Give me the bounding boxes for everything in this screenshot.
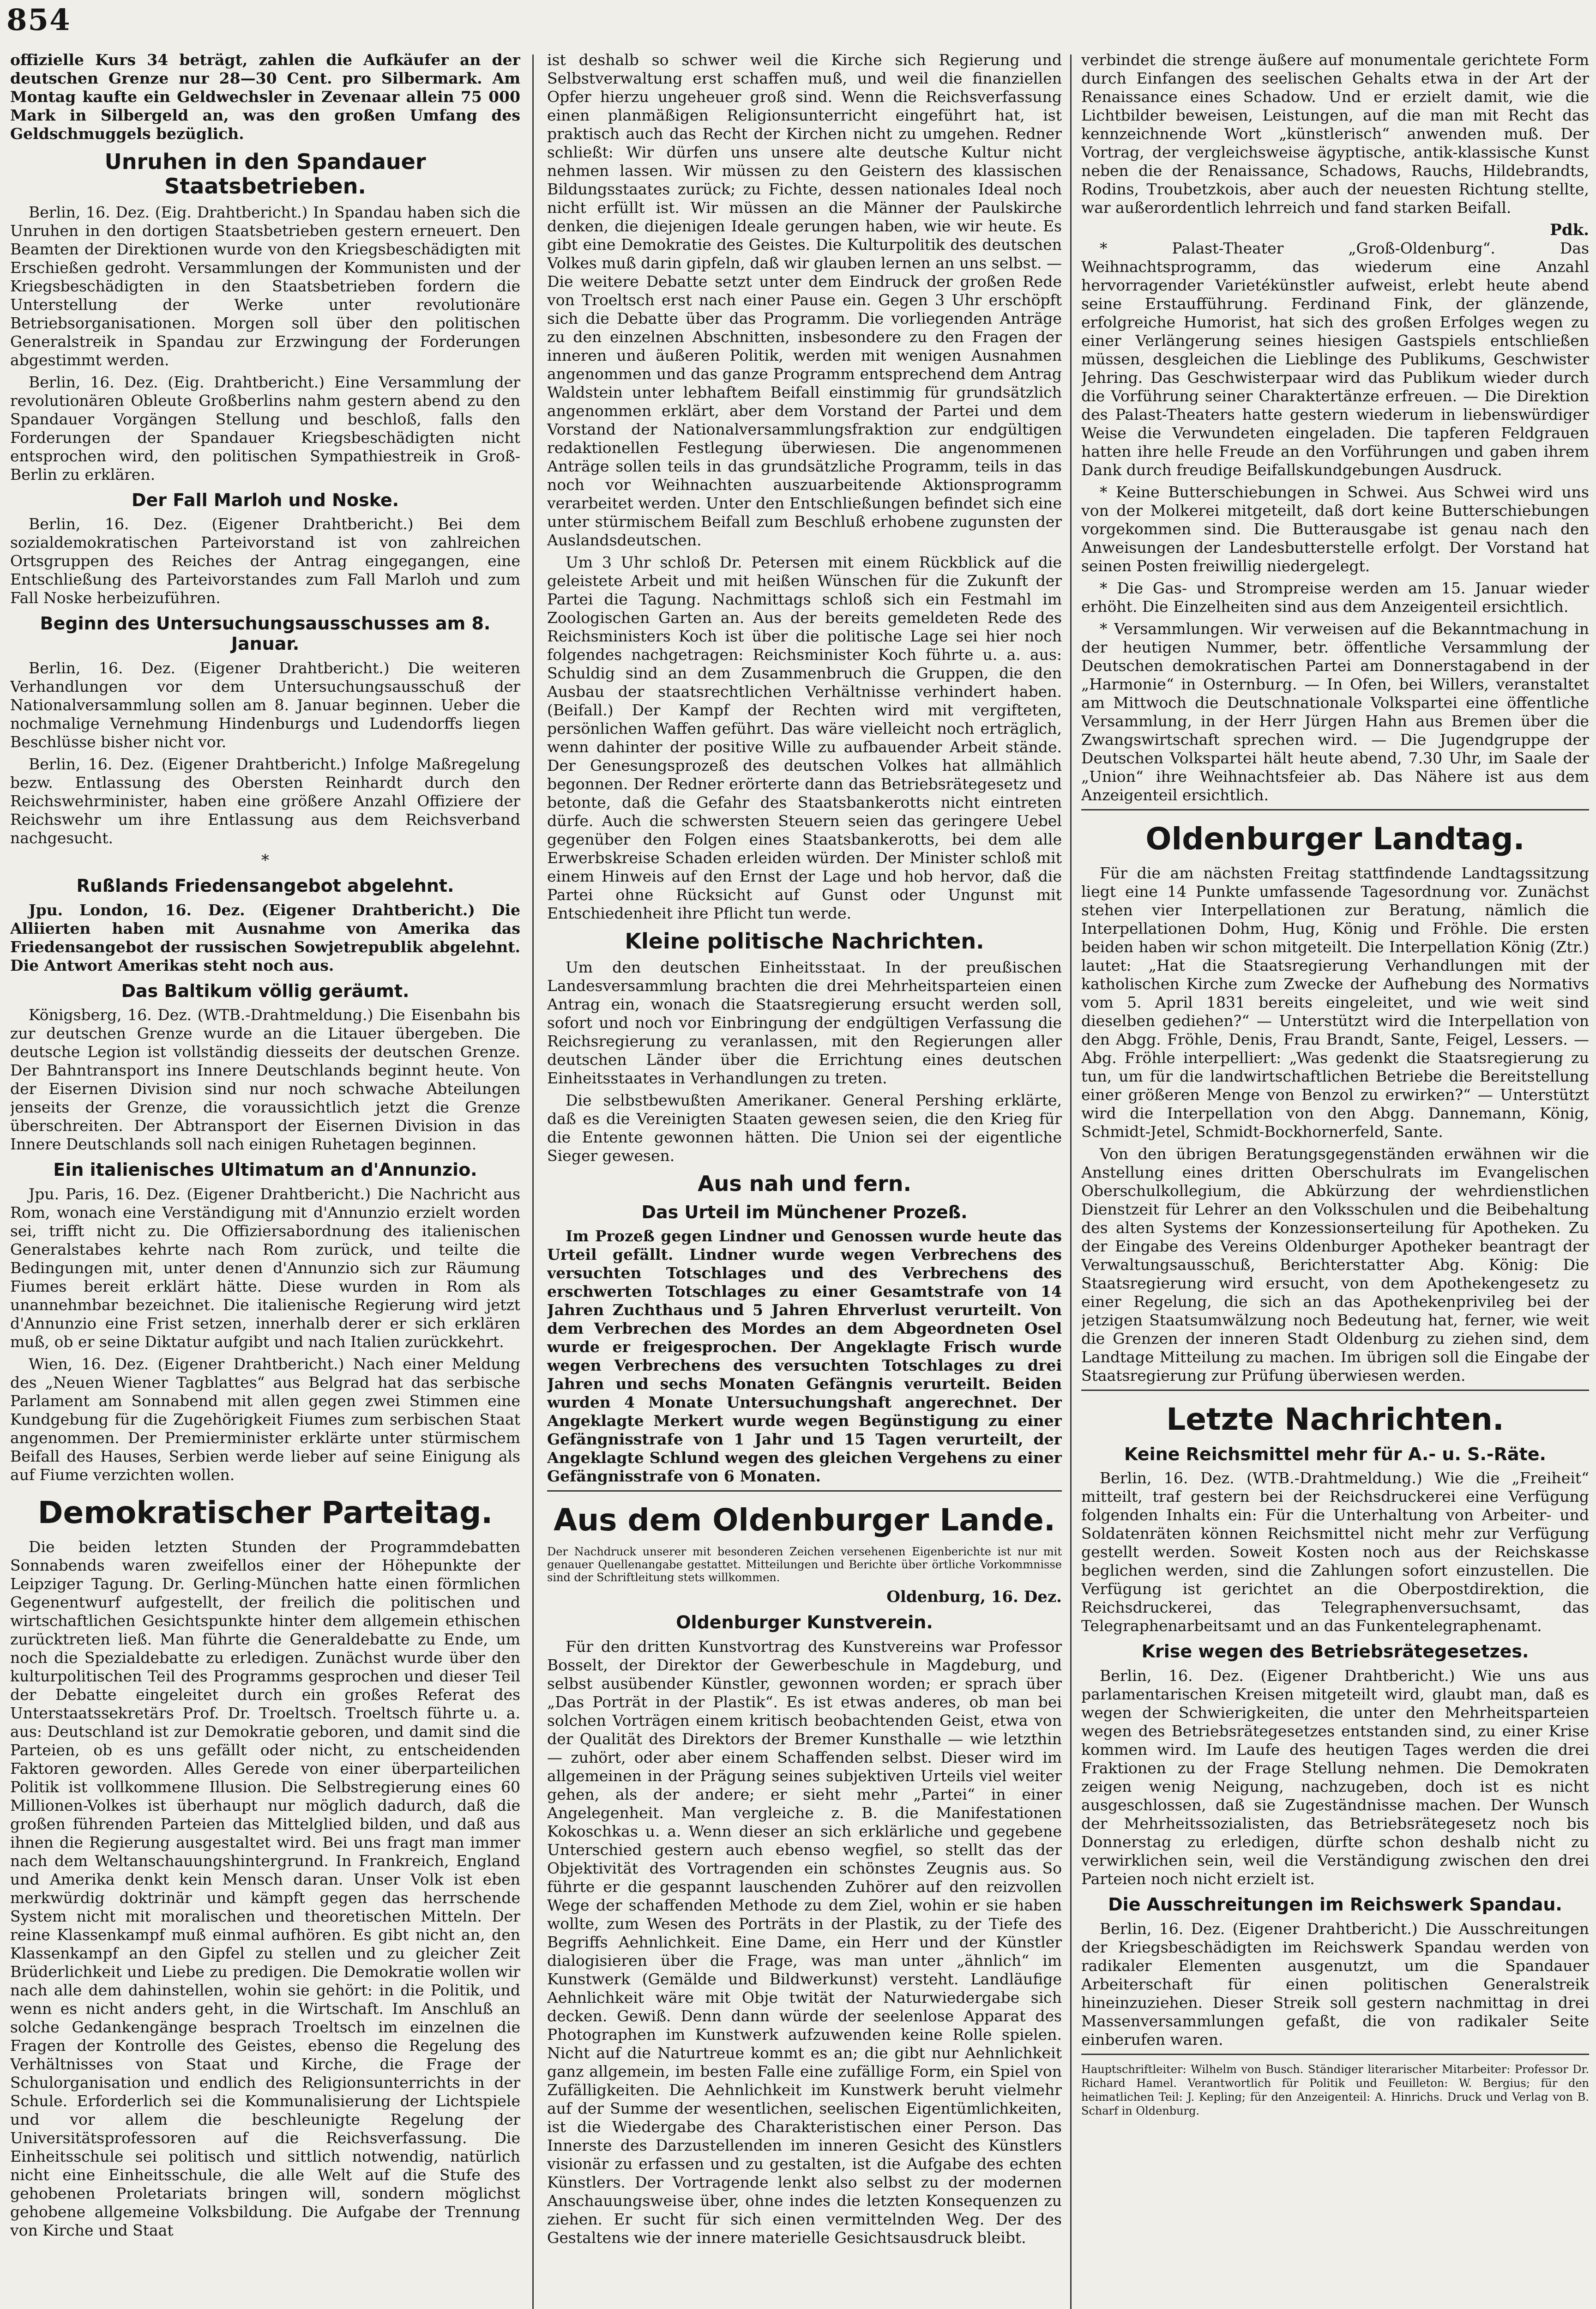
article-text: Die selbstbewußten Amerikaner. General Pershing erklärte, daß es die Vereinigten Staaten gewesen seien, die den Krieg für die Entente gewonnen hätten. Die Union sei der eigentliche Sieger gewesen. [547,1091,1062,1165]
article-text: Berlin, 16. Dez. (Eigener Drahtbericht.) Die weiteren Verhandlungen vor dem Untersuchungsausschuß der Nationalversammlung sollen am 8. Januar beginnen. Ueber die nochmalige Vernehmung Hindenburgs und Ludendorffs liegen Beschlüsse bisher nicht vor. [10,659,520,751]
separator-star: * [261,851,269,870]
headline: Oldenburger Landtag. [1145,821,1525,857]
headline: Beginn des Untersuchungsausschusses am 8. Januar. [40,613,491,654]
article-text: Die beiden letzten Stunden der Programmdebatten Sonnabends waren zweifellos einer der Höhepunkte der Leipziger Tagung. Dr. Gerling-München hatte einen förmlichen Gegenentwurf aufgestellt, der freilich die politischen und wirtschaftlichen Gesichtspunkte hinter dem allgemein ethischen zurücktreten ließ. Man führte die Generaldebatte zu Ende, um noch die Spezialdebatte zu erledigen. Zunächst wurde über den kulturpolitischen Teil des Programms gesprochen und dieser Teil der Debatte eingeleitet durch ein großes Referat des Unterstaatssekretärs Prof. Dr. Troeltsch. Troeltsch führte u. a. aus: Deutschland ist zur Demokratie geboren, und damit sind die Parteien, ob es uns gefällt oder nicht, zu entscheidenden Faktoren geworden. Alles Gerede von einer überparteilichen Politik ist vollkommene Illusion. Die Selbstregierung eines 60 Millionen-Volkes ist überhaupt nur möglich dadurch, daß die großen führenden Parteien das Mittelglied bilden, und daß aus ihnen die Regierung ausgestaltet wird. Bei uns fragt man immer nach dem Weltanschauungshintergrund. In Frankreich, England und Amerika denkt kein Mensch daran. Unser Volk ist eben merkwürdig doktrinär und kämpft gegen das herrschende System nicht mit moralischen und theoretischen Mitteln. Der reine Klassenkampf muß einmal aufhören. Es gibt nicht an, den Klassenkampf an den Gipfel zu stellen und zu gleicher Zeit Brüderlichkeit und Liebe zu predigen. Die Demokratie wollen wir nach alle dem dahinstellen, wohin sie gehört: in die Politik, und wenn es nicht anders geht, in die Wirtschaft. Im Anschluß an solche Gedankengänge besprach Troeltsch im einzelnen die Fragen der Kontrolle des Geistes, ebenso die Regelung des Verhältnisses von Staat und Kirche, die Frage der Schulorganisation und endlich des Religionsunterrichts in der Schule. Erforderlich sei die Kommunalisierung der Lichtspiele und vor allem die beschleunigte Regelung der Universitätsprofessoren auf die Reichsverfassung. Die Einheitsschule sei politisch und sittlich notwendig, natürlich nicht eine Einheitsschule, die alle Welt auf die Stufe des gehobenen Proletariats bringen will, sondern möglichst gehobene allgemeine Volksbildung. Die Aufgabe der Trennung von Kirche und Staat [10,1537,520,2239]
divider [1081,2054,1589,2055]
headline: Demokratischer Parteitag. [37,1494,493,1530]
article-text: * Palast-Theater „Groß-Oldenburg“. Das Weihnachtsprogramm, das wiederum eine Anzahl hervorragender Varietékünstler aufweist, erlebt heute abend seine Erstaufführung. Ferdinand Fink, der glänzende, erfolgreiche Humorist, hat sich des großen Erfolges wegen zu einer Verlängerung seines hiesigen Gastspiels entschließen müssen, desgleichen die Lieblinge des Publikums, Geschwister Jehring. Das Geschwisterpaar wird das Publikum wieder durch die Vorführung seiner Charaktertänze erfreuen. — Die Direktion des Palast-Theaters hatte gestern wiederum in liebenswürdiger Weise die Verwundeten eingeladen. Die tapferen Feldgrauen hatten ihre helle Freude an den Vorführungen und gaben ihrem Dank durch freudige Beifallskundgebungen Ausdruck. [1081,239,1589,479]
article-text: * Die Gas- und Strompreise werden am 15. Januar wieder erhöht. Die Einzelheiten sind aus dem Anzeigenteil ersichtlich. [1081,579,1589,616]
headline: Das Baltikum völlig geräumt. [121,980,410,1001]
subheadline: Krise wegen des Betriebsrätegesetzes. [1141,1641,1529,1662]
column-middle [547,51,1062,2309]
article-text: Wien, 16. Dez. (Eigener Drahtbericht.) Nach einer Meldung des „Neuen Wiener Tagblattes“ aus Belgrad hat das serbische Parlament am Sonnabend mit allen gegen zwei Stimmen eine Kundgebung für die Zugehörigkeit Fiumes zum serbischen Staat angenommen. Der Premierminister erklärte unter stürmischem Beifall des Hauses, Serbien werde lieber auf seine Einigung als auf Fiume verzichten wollen. [10,1354,520,1484]
divider [1081,809,1589,810]
reprint-note: Der Nachdruck unserer mit besonderen Zeichen versehenen Eigenberichte ist nur mit genauer Quellenangabe gestattet. Mitteilungen und Berichte über örtliche Vorkommnisse sind der Schriftleitung stets willkommen. [547,1545,1062,1584]
article-text: Für die am nächsten Freitag stattfindende Landtagssitzung liegt eine 14 Punkte umfassende Tagesordnung vor. Zunächst stehen vier Interpellationen zur Beratung, nämlich die Interpellationen Dohm, Hug, König und Fröhle. Die ersten beiden haben wir schon mitgeteilt. Die Interpellation König (Ztr.) lautet: „Hat die Staatsregierung Verhandlungen mit der katholischen Kirche zum Zwecke der Aufhebung des Normativs vom 5. April 1831 bereits eingeleitet, und wie weit sind dieselben gediehen?“ — Unterstützt wird die Interpellation von den Abgg. Fröhle, Denis, Frau Brandt, Sante, Feigel, Lessers. — Abg. Fröhle interpelliert: „Was gedenkt die Staatsregierung zu tun, um für die landwirtschaftlichen Betriebe die Bereitstellung einer größeren Menge von Benzol zu erwirken?“ — Unterstützt wird die Interpellation von den Abgg. Dannemann, König, Schmidt-Jetel, Schmidt-Bockhornerfeld, Sante. [1081,864,1589,1141]
dateline: Oldenburg, 16. Dez. [886,1588,1062,1607]
article-text: Jpu. London, 16. Dez. (Eigener Drahtbericht.) Die Alliierten haben mit Ausnahme von Amerika das Friedensangebot der russischen Sowjetrepublik abgelehnt. Die Antwort Amerikas steht noch aus. [10,901,520,974]
subheadline: Die Ausschreitungen im Reichswerk Spandau. [1108,1894,1562,1915]
headline: Kleine politische Nachrichten. [625,929,984,954]
article-text: verbindet die strenge äußere auf monumentale gerichtete Form durch Einfangen des seelischen Gehalts etwa in der Art der Renaissance eines Schadow. Und er erzielt damit, wie die Lichtbilder beweisen, Leistungen, auf die man mit Recht das kennzeichnende Wort „künstlerisch“ anwenden muß. Der Vortrag, der vergleichsweise ägyptische, antik-klassische Kunst neben die der Renaissance, Schadows, Rauchs, Hildebrandts, Rodins, Troubetzkois, aber auch der neuesten Richtung stellte, war außerordentlich lehrreich und fand starken Beifall. [1081,51,1589,217]
article-text: offizielle Kurs 34 beträgt, zahlen die Aufkäufer an der deutschen Grenze nur 28—30 Cent. pro Silbermark. Am Montag kaufte ein Geldwechsler in Zevenaar allein 75 000 Mark in Silbergeld an, was den großen Umfang des Geldschmuggels bezüglich. [10,51,520,143]
subheadline: Oldenburger Kunstverein. [676,1612,933,1633]
article-text: Um 3 Uhr schloß Dr. Petersen mit einem Rückblick auf die geleistete Arbeit und mit heißen Wünschen für die Zukunft der Partei die Tagung. Nachmittags schloß sich ein Festmahl im Zoologischen Garten an. Aus der bereits gemeldeten Rede des Reichsministers Koch ist über die politische Lage sei hier noch folgendes nachgetragen: Reichsminister Koch führte u. a. aus: Schuldig sind an dem Zusammenbruch die Gruppen, die den Ausbau der staatsrechtlichen Verhältnisse verhindert haben. (Beifall.) Der Kampf der Rechten wird mit vergifteten, persönlichen Waffen geführt. Das wäre vielleicht noch erträglich, wenn dahinter der positive Wille zu aufbauender Arbeit stände. Der Genesungsprozeß des deutschen Volkes hat allmählich begonnen. Der Redner erörterte dann das Betriebsrätegesetz und betonte, daß die Gefahr des Staatsbankerotts nicht eintreten dürfe. Auch die schwersten Steuern seien das geringere Uebel gegenüber den Folgen eines Staatsbankerotts, bei dem alle Erwerbskreise Schaden erleiden würden. Der Minister schloß mit einem Hinweis auf den Ernst der Lage und hob hervor, daß die Partei ohne Rücksicht auf Gunst oder Ungunst mit Entschiedenheit ihre Pflicht tun werde. [547,553,1062,922]
page-number: 854 [6,3,71,37]
article-text: * Versammlungen. Wir verweisen auf die Bekanntmachung in der heutigen Nummer, betr. öffentliche Versammlung der Deutschen demokratischen Partei am Donnerstagabend in der „Harmonie“ in Osternburg. — In Ofen, bei Willers, veranstaltet am Mittwoch die Deutschnationale Volkspartei eine öffentliche Versammlung, in der Herr Jürgen Hahn aus Bremen über die Zwangswirtschaft sprechen wird. — Die Jugendgruppe der Deutschen Volkspartei hält heute abend, 7.30 Uhr, im Saale der „Union“ ihre Weihnachtsfeier ab. Das Nähere ist aus dem Anzeigenteil ersichtlich. [1081,620,1589,804]
article-text: Königsberg, 16. Dez. (WTB.-Drahtmeldung.) Die Eisenbahn bis zur deutschen Grenze wurde an die Litauer übergeben. Die deutsche Legion ist vollständig diesseits der deutschen Grenze. Der Bahntransport ins Innere Deutschlands beginnt heute. Von der Eisernen Division sind nur noch schwache Abteilungen jenseits der Grenze, die voraussichtlich jetzt die Grenze überschreiten. Der Abtransport der Eisernen Division in das Innere Deutschlands soll nach einigen Ruhetagen beginnen. [10,1006,520,1154]
article-text: ist deshalb so schwer weil die Kirche sich Regierung und Selbstverwaltung erst schaffen muß, und weil die finanziellen Opfer hierzu ungeheuer groß sind. Wenn die Reichsverfassung einen planmäßigen Religionsunterricht eingeführt hat, ist praktisch auch das Recht der Kirchen nicht zu umgehen. Redner schließt: Wir dürfen uns unsere alte deutsche Kultur nicht nehmen lassen. Wir müssen zu den Geistern des klassischen Bildungsstaates zurück; zu Fichte, dessen nationales Ideal noch nicht erfüllt ist. Wir müssen an die Männer der Paulskirche denken, die diejenigen Ideale gerungen haben, wie wir heute. Es gibt eine Demokratie des Geistes. Die Kulturpolitik des deutschen Volkes muß darin gipfeln, daß wir glauben lernen an uns selbst. — Die weitere Debatte setzt unter dem Eindruck der großen Rede von Troeltsch erst nach einer Pause ein. Gegen 3 Uhr erschöpft sich die Debatte über das Programm. Die vorliegenden Anträge zu den einzelnen Abschnitten, insbesondere zu den Fragen der inneren und äußeren Politik, werden mit wenigen Ausnahmen angenommen und das ganze Programm entsprechend dem Antrag Waldstein unter lebhaftem Beifall einstimmig für grundsätzlich angenommen erklärt, aber dem Vorstand der Partei und dem Vorstand der Nationalversammlungsfraktion zur endgültigen redaktionellen Festlegung überwiesen. Die angenommenen Anträge sollen teils in das grundsätzliche Programm, teils in das noch vor Weihnachten auszuarbeitende Aktionsprogramm verarbeitet werden. Unter den Entschließungen befindet sich eine unter stürmischem Beifall zum Beschluß erhobene zugunsten der Auslandsdeutschen. [547,51,1062,549]
article-text: Berlin, 16. Dez. (Eigener Drahtbericht.) Die Ausschreitungen der Kriegsbeschädigten im Reichswerk Spandau werden von radikaler Elementen ausgenutzt, um die Spandauer Arbeiterschaft für einen politischen Generalstreik hineinzuziehen. Dieser Streik soll gestern nachmittag in drei Massenversammlungen gefaßt, die von radikaler Seite einberufen waren. [1081,1919,1589,2049]
article-text: * Keine Butterschiebungen in Schwei. Aus Schwei wird uns von der Molkerei mitgeteilt, daß dort keine Butterschiebungen vorgekommen sind. Die Butterausgabe ist genau nach den Anweisungen der Landesbutterstelle erfolgt. Der Vorstand hat seinen Posten freiwillig niedergelegt. [1081,483,1589,575]
column-left [10,51,520,2309]
subheadline: Das Urteil im Münchener Prozeß. [641,1202,968,1222]
column-rule [532,54,534,2309]
article-text: Berlin, 16. Dez. (Eigener Drahtbericht.) Bei dem sozialdemokratischen Parteivorstand ist von zahlreichen Ortsgruppen des Reiches der Antrag eingegangen, eine Entschließung des Parteivorstandes zum Fall Marloh und zum Fall Noske herbeizuführen. [10,515,520,607]
headline: Aus dem Oldenburger Lande. [554,1502,1055,1538]
headline: Aus nah und fern. [698,1171,911,1196]
article-text: Von den übrigen Beratungsgegenständen erwähnen wir die Anstellung eines dritten Oberschulrats im Evangelischen Oberschulkollegium, die Abkürzung der wehrdienstlichen Dienstzeit für Lehrer an den Volksschulen und die Beibehaltung des alten Systems der Konzessionserteilung für Apotheken. Zu der Eingabe des Vereins Oldenburger Apotheker beantragt der Verwaltungsausschuß, Berichterstatter Abg. König: Die Staatsregierung wird ersucht, von dem Apothekengesetz zu einer Regelung, die sich an das Apothekenprivileg bei der jetzigen Staatsumwälzung noch Bedeutung hat, ferner, wie weit die Grenzen der inneren Stadt Oldenburg zu ziehen sind, dem Landtage Mitteilung zu machen. Im übrigen soll die Eingabe der Staatsregierung zur Prüfung überwiesen werden. [1081,1144,1589,1384]
divider [547,1490,1062,1492]
divider [1081,1390,1589,1391]
headline: Rußlands Friedensangebot abgelehnt. [76,875,454,896]
article-text: Für den dritten Kunstvortrag des Kunstvereins war Professor Bosselt, der Direktor der Gewerbeschule in Magdeburg, und selbst ausübender Künstler, gewonnen worden; er sprach über „Das Porträt in der Plastik“. Es ist etwas anderes, ob man bei solchen Vorträgen einem kritisch beobachtenden Geist, etwa von der Qualität des Direktors der Bremer Kunsthalle — wie letzthin — zuhört, oder aber einem Schaffenden selbst. Dieser wird im allgemeinen in der Prägung seines subjektiven Urteils viel weiter gehen, als der andere; er sieht mehr „Partei“ in einer Angelegenheit. Man vergleiche z. B. die Manifestationen Kokoschkas u. a. Wenn dieser an sich erklärliche und gegebene Unterschied gestern auch ebenso wegfiel, so stellt das der Objektivität des Vortragenden ein schönstes Zeugnis aus. So führte er die gespannt lauschenden Zuhörer auf den reizvollen Wege der schaffenden Methode zu dem Ziel, wohin er sie haben wollte, zum Wesen des Porträts in der Plastik, zu der Tiefe des Begriffs Aehnlichkeit. Eine Dame, ein Herr und der Künstler dialogisieren über die Frage, was man unter „ähnlich“ im Kunstwerk (Gemälde und Bildwerkunst) versteht. Landläufige Aehnlichkeit wäre mit Obje twität der Naturwiedergabe sich decken. Gewiß. Denn dann würde der seelenlose Apparat des Photographen im Kunstwerk aufzuwenden keine Rolle spielen. Nicht auf die Naturtreue kommt es an; die gibt nur Aehnlichkeit ganz allgemein, im besten Falle eine zufällige Form, ein Spiel von Zufälligkeiten. Die Aehnlichkeit im Kunstwerk beruht vielmehr auf der Summe der wesentlichen, seelischen Eigentümlichkeiten, ist die Wiedergabe des Charakteristischen einer Person. Das Innerste des Darzustellenden im inneren Gesicht des Künstlers visionär zu erfassen und zu gestalten, ist die Aufgabe des echten Künstlers. Der Vortragende lenkt also selbst zu der modernen Anschauungsweise über, ohne indes die letzten Konsequenzen zu ziehen. Er sucht für sich einen vermittelnden Weg. Der des Gestaltens wie der innere materielle Gesichtsausdruck bleibt. [547,1638,1062,2247]
article-text: Berlin, 16. Dez. (Eig. Drahtbericht.) Eine Versammlung der revolutionären Obleute Großberlins nahm gestern abend zu den Spandauer Vorgängen Stellung und beschloß, falls den Forderungen der Spandauer Kriegsbeschädigten nicht entsprochen wird, den politischen Sympathiestreik in Groß-Berlin zu erklären. [10,373,520,484]
column-right [1081,51,1589,2309]
article-text: Berlin, 16. Dez. (Eigener Drahtbericht.) Wie uns aus parlamentarischen Kreisen mitgeteilt wird, glaubt man, daß es wegen der Schwierigkeiten, die unter den Mehrheitsparteien wegen des Betriebsrätegesetzes entstanden sind, zu einer Krise kommen wird. Im Laufe des heutigen Tages werden die drei Fraktionen zu der Frage Stellung nehmen. Die Demokraten zeigen wenig Neigung, nachzugeben, doch ist es nicht ausgeschlossen, daß sie Zugeständnisse machen. Der Wunsch der Mehrheitssozialisten, das Betriebsrätegesetz noch bis Donnerstag zu erledigen, dürfte schon deshalb nicht zu verwirklichen sein, weil die Verständigung zwischen den drei Parteien noch nicht erzielt ist. [1081,1667,1589,1888]
headline: Unruhen in den Spandauer Staatsbetrieben. [104,149,426,199]
article-text: Jpu. Paris, 16. Dez. (Eigener Drahtbericht.) Die Nachricht aus Rom, wonach eine Verständigung mit d'Annunzio erzielt worden sei, trifft nicht zu. Die Offiziersabordnung des italienischen Generalstabes kehrte nach Rom zurück, und teilte die Bedingungen mit, unter denen d'Annunzio sich zur Räumung Fiumes bereit erklärt hätte. Diese wurden in Rom als unannehmbar bezeichnet. Die italienische Regierung wird jetzt d'Annunzio eine Frist setzen, innerhalb derer er sich erklären muß, ob er seine Diktatur aufgibt und nach Italien zurückkehrt. [10,1185,520,1351]
imprint: Hauptschriftleiter: Wilhelm von Busch. Ständiger literarischer Mitarbeiter: Professor Dr. Richard Hamel. Verantwortlich für Politik und Feuilleton: W. Bergius; für den heimatlichen Teil: J. Kepling; für den Anzeigenteil: A. Hinrichs. Druck und Verlag von B. Scharf in Oldenburg. [1081,2062,1589,2117]
headline: Letzte Nachrichten. [1166,1401,1504,1437]
subheadline: Keine Reichsmittel mehr für A.- u. S.-Räte. [1124,1444,1546,1464]
headline: Der Fall Marloh und Noske. [131,490,399,510]
article-text: Im Prozeß gegen Lindner und Genossen wurde heute das Urteil gefällt. Lindner wurde wegen Verbrechens des versuchten Totschlages und des Verbrechens des erschwerten Totschlages zu einer Gesamtstrafe von 14 Jahren Zuchthaus und 5 Jahren Ehrverlust verurteilt. Von dem Verbrechen des Mordes an dem Abgeordneten Osel wurde er freigesprochen. Der Angeklagte Frisch wurde wegen Verbrechens des versuchten Totschlages zu drei Jahren und sechs Monaten Gefängnis verurteilt. Beiden wurden 4 Monate Untersuchungshaft angerechnet. Der Angeklagte Merkert wurde wegen Begünstigung zu einer Gefängnisstrafe von 1 Jahr und 15 Tagen verurteilt, der Angeklagte Schlund wegen des gleichen Vergehens zu einer Gefängnisstrafe von 6 Monaten. [547,1227,1062,1486]
headline: Ein italienisches Ultimatum an d'Annunzio. [53,1160,477,1180]
article-text: Um den deutschen Einheitsstaat. In der preußischen Landesversammlung brachten die drei Mehrheitsparteien einen Antrag ein, wonach die Staatsregierung ersucht werden soll, sofort und noch vor Einbringung der endgültigen Verfassung die Reichsregierung zu veranlassen, mit den Regierungen aller deutschen Länder über die Errichtung eines deutschen Einheitsstaates in Verhandlungen zu treten. [547,958,1062,1087]
column-rule [1070,54,1072,2309]
article-text: Berlin, 16. Dez. (Eig. Drahtbericht.) In Spandau haben sich die Unruhen in den dortigen Staatsbetrieben gestern erneuert. Den Beamten der Direktionen wurde von den Kriegsbeschädigten mit Erschießen gedroht. Versammlungen der Kommunisten und der Kriegsbeschädigten in den Staatsbetrieben fordern die Unterstellung der Werke unter revolutionäre Betriebsorganisationen. Morgen soll über den politischen Generalstreik in Spandau zur Erzwingung der Forderungen abgestimmt werden. [10,203,520,369]
author-signature: Pdk. [1550,221,1589,239]
article-text: Berlin, 16. Dez. (Eigener Drahtbericht.) Infolge Maßregelung bezw. Entlassung des Obersten Reinhardt durch den Reichswehrminister, haben eine größere Anzahl Offiziere der Reichswehr um ihre Entlassung aus dem Reichsverband nachgesucht. [10,755,520,847]
article-text: Berlin, 16. Dez. (WTB.-Drahtmeldung.) Wie die „Freiheit“ mitteilt, traf gestern bei der Reichsdruckerei eine Verfügung folgenden Inhalts ein: Für die Unterhaltung von Arbeiter- und Soldatenräten können Reichsmittel nicht mehr zur Verfügung gestellt werden. Soweit Kosten noch aus der Reichskasse beglichen werden, sind die Zahlungen sofort einzustellen. Die Verfügung ist gerichtet an die Oberpostdirektion, die Reichsdruckerei, das Telegraphenversuchsamt, das Telegraphenarbeitsamt und an das Funkentelegraphenamt. [1081,1469,1589,1635]
